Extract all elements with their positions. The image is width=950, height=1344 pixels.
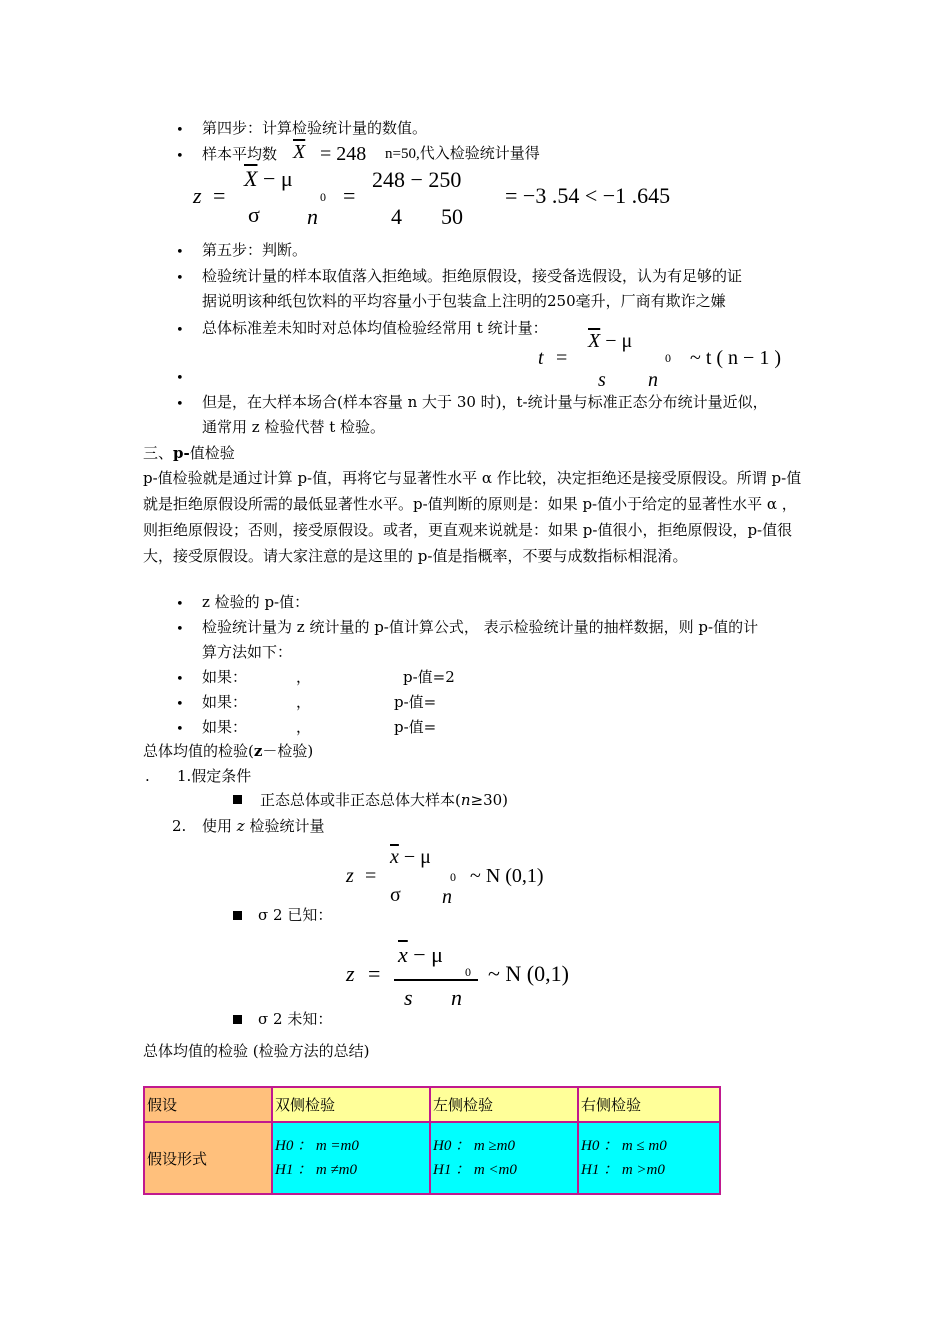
sample-rest: n=50,代入检验统计量得	[385, 146, 540, 162]
large-sample-line1: 但是，在大样本场合(样本容量 n 大于 30 时)，t-统计量与标准正态分布统计量近似，	[202, 393, 768, 411]
bullet: •	[176, 597, 184, 612]
known-text: σ 2 已知：	[258, 906, 333, 924]
formula1-den1: σ	[248, 202, 260, 227]
step5-text: 第五步：判断。	[202, 241, 308, 259]
sample-label: 样本平均数	[202, 145, 278, 163]
formula4-sub0: 0	[465, 965, 471, 979]
formula4-den-n: n	[451, 985, 462, 1010]
pvalue-paragraph: p-值检验就是通过计算 p-值，再将它与显著性水平 α 作比较，决定拒绝还是接受原假设。所谓 p-值就是拒绝原假设所需的最低显著性水平。p-值判断的原则是：如果 p-值小于给定的显著性水平 α ，则拒绝原假设；否则，接受原假设。或者，更直观来说就是：如果 p-值很小，拒绝原假设，p-值很大，接受原假设。请大家注意的是这里的 p-值是指概率，不要与成数指标相混淆。	[143, 469, 802, 565]
assume-text: 1.假定条件	[177, 767, 252, 785]
formula2-sub0: 0	[665, 351, 671, 365]
formula1-sub0: 0	[320, 190, 326, 204]
formula2-den-s: s	[598, 369, 606, 391]
formula1-den2b: 50	[441, 204, 463, 229]
zp2-line2: 算方法如下：	[202, 643, 293, 661]
bullet: •	[176, 397, 184, 412]
table-header-right: 右侧检验	[578, 1087, 720, 1122]
case2-p: p-值=	[394, 693, 437, 711]
table-header-two-sided: 双侧检验	[272, 1087, 430, 1122]
bullet: •	[176, 149, 184, 164]
usez-text: 使用 z 检验统计量	[202, 817, 325, 835]
table-row-label: 假设形式	[144, 1122, 272, 1194]
formula2-dist: ~ t ( n − 1 )	[690, 347, 781, 369]
reject-line2: 据说明该种纸包饮料的平均容量小于包装盒上注明的250毫升，厂商有欺诈之嫌	[202, 292, 726, 310]
large-sample-line2: 通常用 z 检验代替 t 检验。	[202, 418, 386, 436]
usez-num: 2.	[172, 817, 187, 835]
formula3-den-n: n	[442, 886, 452, 908]
formula2-eq: =	[556, 347, 568, 369]
formula4-z: z	[346, 961, 355, 986]
formula2-t: t	[538, 347, 544, 369]
case1-if: 如果：	[202, 668, 248, 686]
formula3-dist: ~ N (0,1)	[470, 865, 544, 887]
formula1-eq2: =	[343, 183, 356, 208]
case1-comma: ，	[296, 668, 312, 686]
zp-text: z 检验的 p-值：	[202, 593, 310, 611]
assume-dot: .	[145, 767, 150, 785]
formula3-z: z	[346, 865, 354, 887]
xbar-value: = 248	[320, 143, 367, 165]
formula3-den-s: σ	[390, 884, 401, 906]
square-bullet	[233, 911, 242, 920]
bullet: •	[176, 245, 184, 260]
formula4-den-s: s	[404, 985, 413, 1010]
formula4-dist: ~ N (0,1)	[488, 961, 569, 986]
bullet: •	[176, 271, 184, 286]
formula3-num: $\overline{x} - \mu$	[390, 846, 431, 868]
square-bullet	[233, 795, 242, 804]
formula1-num1: $\overline{X} - \mu$	[244, 166, 293, 191]
formula3-sub0: 0	[450, 870, 456, 884]
bullet: •	[176, 123, 184, 138]
table-header-left: 左侧检验	[430, 1087, 578, 1122]
xbar-symbol: $\overline{X}$	[293, 141, 306, 163]
unknown-text: σ 2 未知：	[258, 1010, 333, 1028]
bullet: •	[176, 323, 184, 338]
summary-table	[143, 1086, 721, 1195]
case1-p: p-值=2	[403, 668, 455, 686]
reject-line1: 检验统计量的样本取值落入拒绝域。拒绝原假设，接受备选假设，认为有足够的证	[202, 267, 743, 285]
formula3-eq: =	[365, 865, 377, 887]
table-cell-left: H0 ： m ≥m0 H1 ： m <m0	[430, 1122, 578, 1194]
zp2-line1: 检验统计量为 z 统计量的 p-值计算公式， 表示检验统计量的抽样数据，则 p-值的计	[202, 618, 759, 636]
table-header-hypothesis: 假设	[144, 1087, 272, 1122]
formula2-den-n: n	[648, 369, 658, 391]
bullet: •	[176, 622, 184, 637]
table-cell-right: H0 ： m ≤ m0 H1 ： m >m0	[578, 1122, 720, 1194]
bullet: •	[176, 371, 184, 386]
formula1-result: = −3 .54 < −1 .645	[505, 183, 671, 208]
case2-comma: ，	[296, 693, 312, 711]
formula1-z: z	[193, 183, 202, 208]
formula1-eq: =	[213, 183, 226, 208]
ztest-title: 总体均值的检验(z－检验)	[143, 742, 314, 760]
summary-title: 总体均值的检验 (检验方法的总结)	[143, 1042, 370, 1060]
formula1-num2: 248 − 250	[372, 167, 462, 192]
square-bullet	[233, 1015, 242, 1024]
formula2-num: $\overline{X} - \mu$	[588, 330, 633, 352]
tstat-text: 总体标准差未知时对总体均值检验经常用 t 统计量：	[202, 319, 548, 337]
normal-text: 正态总体或非正态总体大样本(n≥30)	[260, 791, 509, 809]
bullet: •	[176, 722, 184, 737]
formula4-eq: =	[368, 961, 381, 986]
case2-if: 如果：	[202, 693, 248, 711]
formula1-den2a: 4	[391, 204, 402, 229]
formula1-den1n: n	[307, 204, 318, 229]
bullet: •	[176, 697, 184, 712]
table-cell-two-sided: H0 ： m =m0 H1 ： m ≠m0	[272, 1122, 430, 1194]
section3-heading: 三、p-值检验	[143, 444, 235, 462]
formula4-num: $\overline{x} - \mu$	[398, 942, 443, 967]
case3-comma: ，	[296, 718, 312, 736]
step4-text: 第四步：计算检验统计量的数值。	[202, 119, 428, 137]
formula4-fraction-bar	[394, 979, 478, 981]
case3-if: 如果：	[202, 718, 248, 736]
case3-p: p-值=	[394, 718, 437, 736]
bullet: •	[176, 672, 184, 687]
